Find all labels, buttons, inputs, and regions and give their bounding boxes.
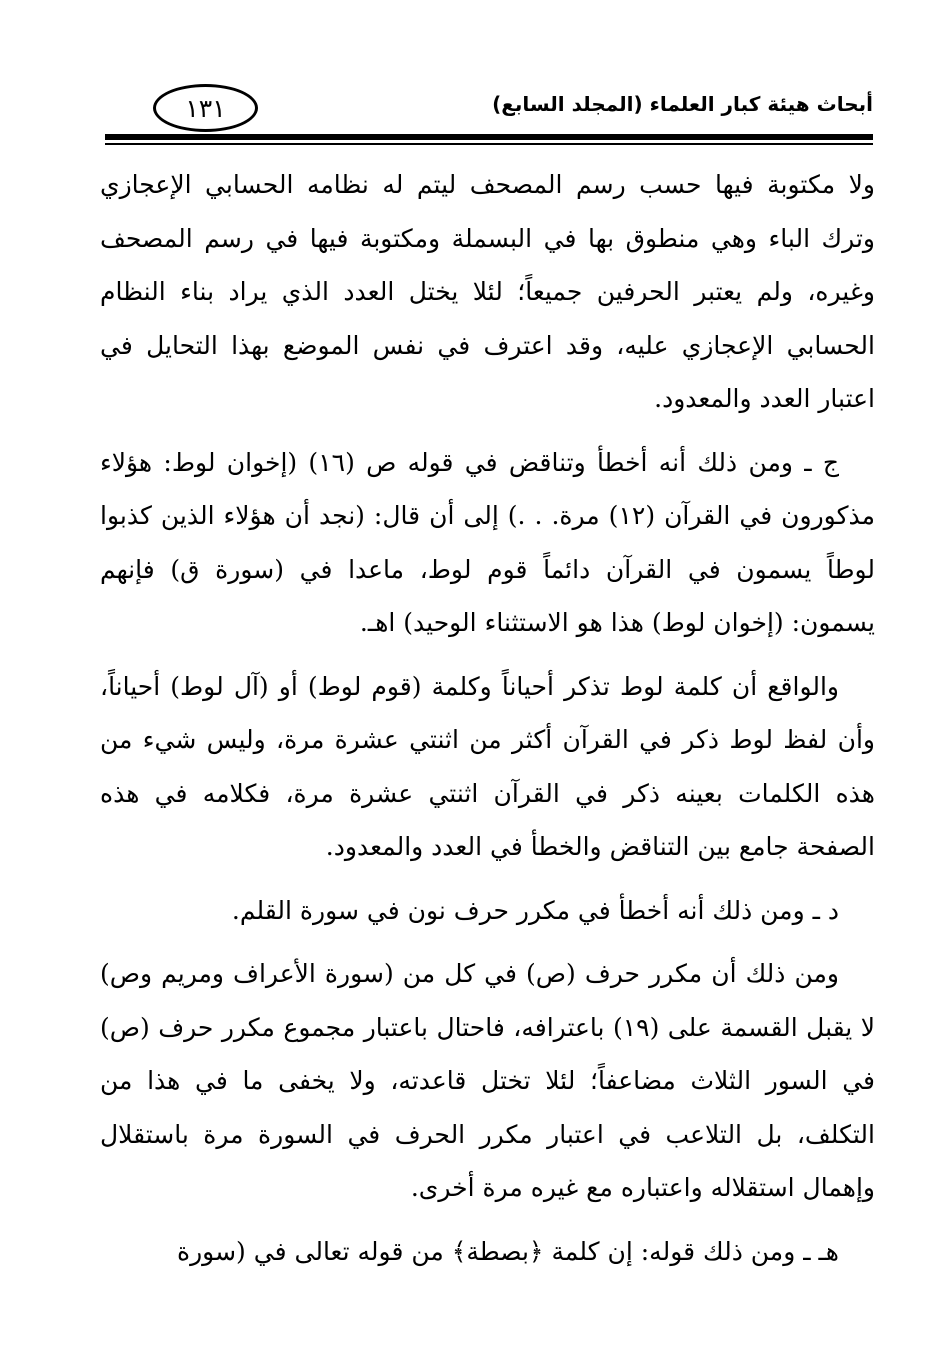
paragraph-lot-reality: والواقع أن كلمة لوط تذكر أحياناً وكلمة (قوم لوط) أو (آل لوط) أحياناً، وأن لفظ لوط ذكر في القرآن أكثر من اثنتي عشرة مرة، وليس شيء من هذه الكلمات بعينه ذكر في القرآن اثنتي عشرة مرة، فكلامه في هذه الصفحة جامع بين التناقض والخطأ في العدد والمعدود. [100, 671, 875, 861]
header-rule-thin [105, 143, 873, 145]
header-rule-thick [105, 134, 873, 140]
page-header [105, 70, 873, 152]
paragraph-item-dal: د ـ ومن ذلك أنه أخطأ في مكرر حرف نون في سورة القلم. [231, 895, 839, 925]
paragraph-continuation: ولا مكتوبة فيها حسب رسم المصحف ليتم له نظامه الحسابي الإعجازي وترك الباء وهي منطوق بها في البسملة ومكتوبة فيها في رسم المصحف وغيره، ولم يعتبر الحرفين جميعاً؛ لئلا يختل العدد الذي يراد بناء النظام الحسابي الإعجازي عليه، وقد اعترف في نفس الموضع بهذا التحايل في اعتبار العدد والمعدود. [100, 170, 875, 413]
page-number: ١٣١ [153, 84, 258, 132]
paragraph-sad-letter: ومن ذلك أن مكرر حرف (ص) في كل من (سورة الأعراف ومريم وص) لا يقبل القسمة على (١٩) باعترافه، فاحتال باعتبار مجموع مكرر حرف (ص) في السور الثلاث مضاعفاً؛ لئلا تختل قاعدته، ولا يخفى ما في هذا من التكلف، بل التلاعب في اعتبار مكرر الحرف في السورة مرة باستقلال وإهمال استقلاله واعتباره مع غيره مرة أخرى. [100, 959, 875, 1202]
paragraph-item-ha: هـ ـ ومن ذلك قوله: إن كلمة ﴿بصطة﴾ من قوله تعالى في (سورة [177, 1236, 839, 1266]
paragraph-item-jeem: ج ـ ومن ذلك أنه أخطأ وتناقض في قوله ص (١٦) (إخوان لوط: هؤلاء مذكورون في القرآن (١٢) مرة. . .) إلى أن قال: (نجد أن هؤلاء الذين كذبوا لوطاً يسمون في القرآن دائماً قوم لوط، ماعدا في (سورة ق) فإنهم يسمون: (إخوان لوط) هذا هو الاستثناء الوحيد) اهـ. [100, 447, 876, 637]
body-text [100, 158, 875, 1278]
running-title: أبحاث هيئة كبار العلماء (المجلد السابع) [492, 92, 873, 116]
